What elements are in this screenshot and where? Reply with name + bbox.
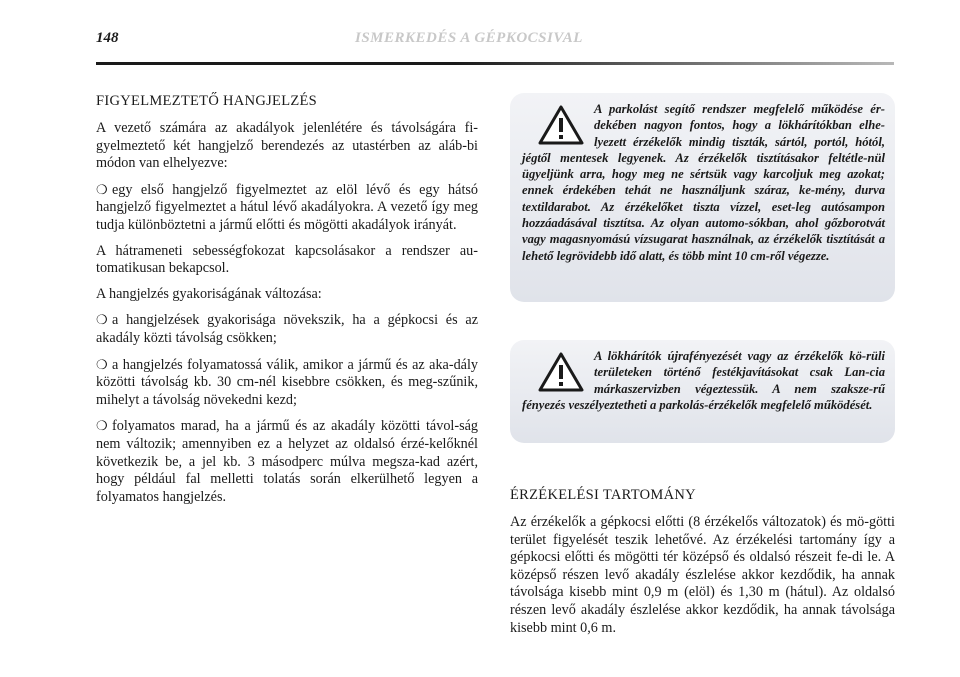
bullet-circle-icon: ❍	[96, 418, 108, 434]
reverse-gear-paragraph: A hátrameneti sebességfokozat kapcsolásakor a rendszer au-tomatikusan bekapcsol.	[96, 242, 478, 277]
section-heading-warning-signal: FIGYELMEZTETŐ HANGJELZÉS	[96, 93, 318, 109]
warning-box-sensor-cleaning	[510, 93, 895, 302]
bullet-text: egy első hangjelző figyelmeztet az elöl lévő és egy hátsó hangjelző figyelmeztet a hátul lévő akadályokra. A vezető így meg tudja különböztetni a jármű előtti és mögötti akadályok irányát.	[96, 181, 478, 233]
warning-triangle-icon	[538, 352, 584, 392]
detection-range-paragraph: Az érzékelők a gépkocsi előtti (8 érzékelős változatok) és mö-götti terület figyelését teszik lehetővé. Az érzékelési tartomány így a gépkocsi előtti és mögötti tér középső és oldalsó részeit fe-di le. A középső részen levő akadály észlelése akkor kezdődik, ha annak távolsága kisebb mint 0,9 m (elöl) és 1,30 m (hátul). Az oldalsó részen levő akadály észlelése akkor kezdődik, ha annak távolsága kisebb mint 0,6 m.	[510, 514, 895, 636]
running-title: ISMERKEDÉS A GÉPKOCSIVAL	[355, 30, 583, 46]
warning-triangle-icon	[538, 105, 584, 145]
bullet-circle-icon: ❍	[96, 356, 108, 372]
bullet-circle-icon: ❍	[96, 312, 108, 328]
right-column	[510, 486, 895, 645]
bullet-item	[96, 311, 478, 347]
header-rule	[96, 62, 894, 65]
warning-text: A parkolást segítő rendszer megfelelő működése ér-dekében nagyon fontos, hogy a lökhárítókban elhe-lyezett érzékelők mindig tiszták, sártól, portól, hótól, jégtől mentesek legyenek. Az érzékelők tisztításakor feltétle-nül ügyeljünk arra, hogy meg ne sértsük vagy karcoljuk meg azokat; ennek érdekében tehát ne használjunk száraz, ke-mény, durva textildarabot. Az érzékelőket tiszta vízzel, eset-leg autósampon hozzáadásával tisztítsa. Az olyan automo-sókban, ahol gőzborotvát vagy magasnyomású vízsugarat használnak, az érzékelők tisztítását a lehető legrövidebb idő alatt, és több mint 10 cm-ről végezze.	[522, 102, 885, 263]
warning-box-bumper-painting	[510, 340, 895, 443]
bullet-item	[96, 181, 478, 235]
bullet-item	[96, 356, 478, 410]
bullet-text: a hangjelzés folyamatossá válik, amikor a jármű és az aka-dály közötti távolság kb. 30 cm-nél kisebbre csökken, és meg-szűnik, mihelyt a távolság növekedni kezd;	[96, 356, 478, 408]
bullet-text: folyamatos marad, ha a jármű és az akadály közötti távol-ság nem változik; amennyiben ez a helyzet az oldalsó érzé-kelőknél következik be, a jel kb. 3 másodperc múlva megsza-kad azért, hogy például fal melletti tolatás során elkerülhető legyen a folyamatos hangjelzés.	[96, 418, 478, 505]
bullet-item	[96, 417, 478, 506]
frequency-intro-paragraph: A hangjelzés gyakoriságának változása:	[96, 285, 322, 302]
warning-text: A lökhárítók újrafényezését vagy az érzékelők kö-rüli területeken történő festékjavításokat csak Lan-cia márkaszervizben végeztessük. A nem szaksze-rű fényezés veszélyeztetheti a parkolás-érzékelők megfelelő működését.	[522, 349, 885, 412]
intro-paragraph: A vezető számára az akadályok jelenlétére és távolságára fi-gyelmeztető két hangjelző berendezés az utastérben az aláb-bi módon van elhelyezve:	[96, 120, 478, 172]
left-column	[96, 92, 478, 514]
page-number: 148	[96, 30, 119, 46]
bullet-circle-icon: ❍	[96, 181, 108, 197]
bullet-text: a hangjelzések gyakorisága növekszik, ha a gépkocsi és az akadály közti távolság csökken;	[96, 312, 478, 346]
section-heading-detection-range: ÉRZÉKELÉSI TARTOMÁNY	[510, 487, 696, 503]
